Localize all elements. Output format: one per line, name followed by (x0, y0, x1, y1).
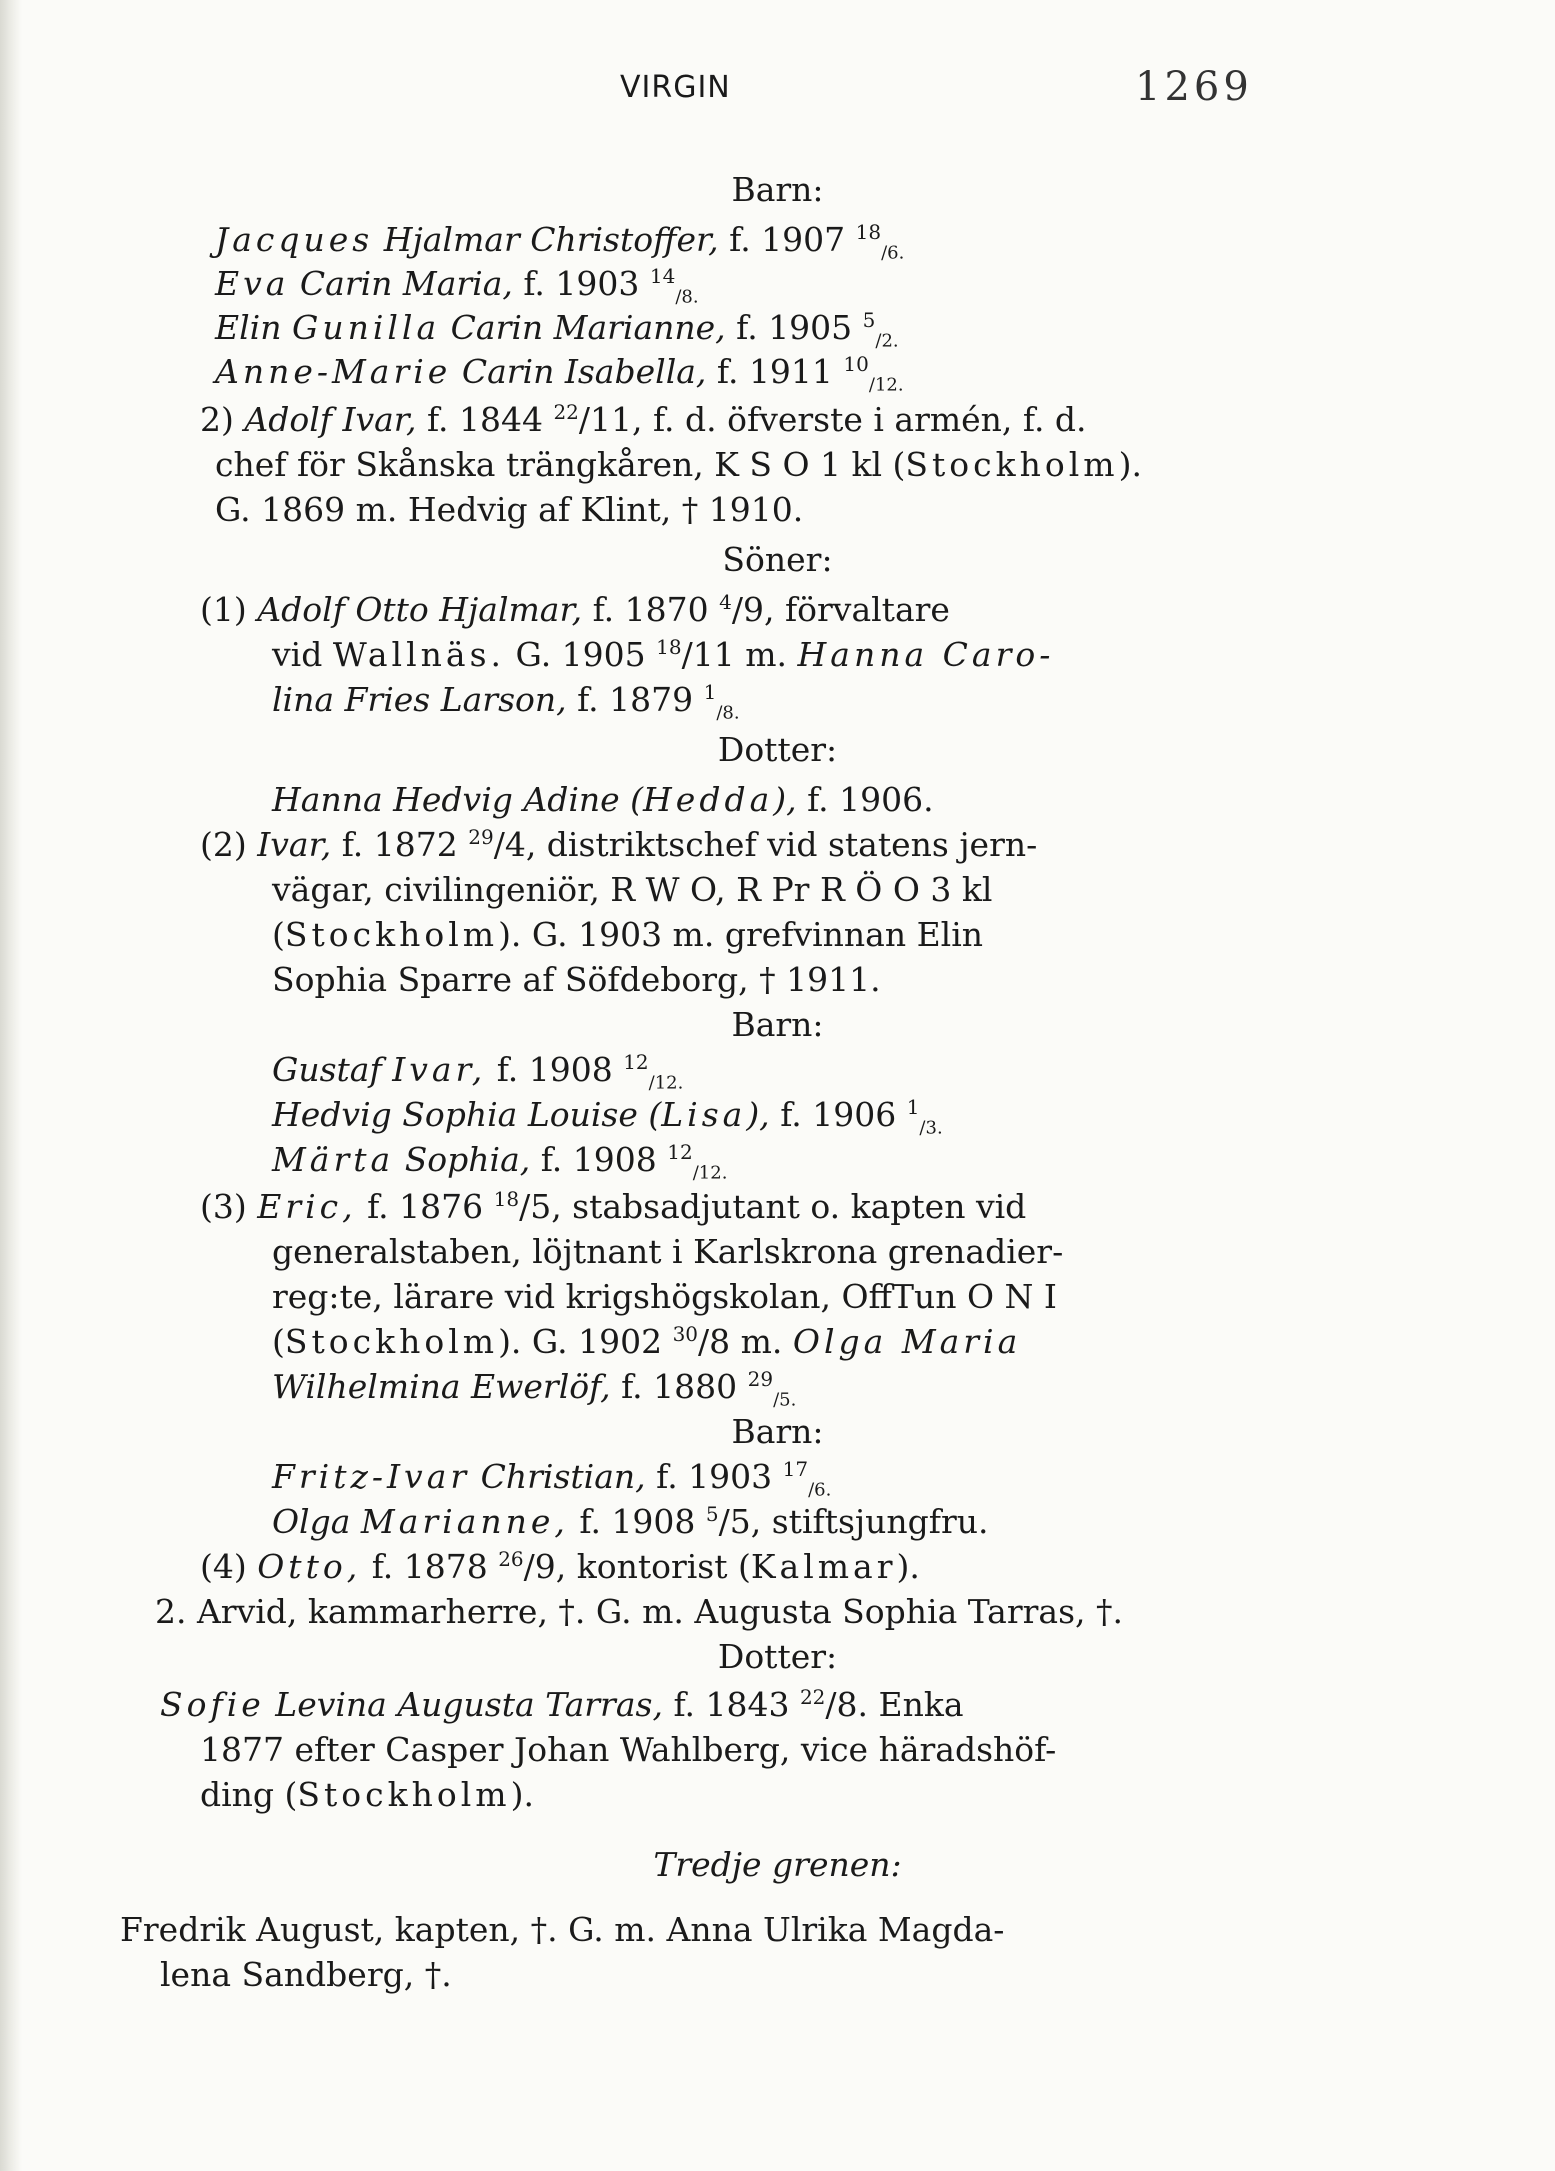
entry-line: lina Fries Larson, f. 1879 $^1_{/8.}$ (272, 680, 740, 724)
entry-line: (4) Otto, f. 1878 $^{26}$/9, kontorist (Kalmar). (200, 1547, 920, 1586)
entry-line: Fritz-Ivar Christian, f. 1903 $^{17}_{/6.}$ (272, 1457, 832, 1501)
entry-line: chef för Skånska trängkåren, K S O 1 kl (Stockholm). (215, 445, 1142, 484)
heading-dotter: Dotter: (717, 730, 838, 769)
entry-line: lena Sandberg, †. (160, 1955, 452, 1994)
entry-line: Eva Carin Maria, f. 1903 $^{14}_{/8.}$ (215, 264, 699, 308)
entry-line: (3) Eric, f. 1876 $^{18}$/5, stabsadjutant o. kapten vid (200, 1187, 1027, 1226)
entry-line: reg:te, lärare vid krigshögskolan, OffTun O N I (272, 1277, 1057, 1316)
entry-line: 1877 efter Casper Johan Wahlberg, vice häradshöf- (200, 1730, 1057, 1769)
heading-barn: Barn: (731, 1005, 824, 1044)
entry-line: Hedvig Sophia Louise (Lisa), f. 1906 $^1_{/3.}$ (272, 1095, 943, 1139)
entry-line: Jacques Hjalmar Christoffer, f. 1907 $^{18}_{/6.}$ (215, 220, 905, 264)
entry-line: (Stockholm). G. 1903 m. grefvinnan Elin (272, 915, 984, 954)
entry-line: Olga Marianne, f. 1908 $^5$/5, stiftsjungfru. (272, 1502, 989, 1541)
page-number: 1269 (1135, 64, 1253, 110)
entry-line: (2) Ivar, f. 1872 $^{29}$/4, distriktschef vid statens jern- (200, 825, 1038, 864)
entry-line: Hanna Hedvig Adine (Hedda), f. 1906. (272, 780, 934, 819)
heading-barn: Barn: (731, 170, 824, 209)
entry-line: Wilhelmina Ewerlöf, f. 1880 $^{29}_{/5.}$ (272, 1367, 797, 1411)
heading-soner: Söner: (722, 540, 833, 579)
entry-line: Elin Gunilla Carin Marianne, f. 1905 $^5_{/2.}$ (215, 308, 899, 352)
heading-dotter: Dotter: (717, 1637, 838, 1676)
entry-line: vid Wallnäs. G. 1905 $^{18}$/11 m. Hanna Caro- (272, 635, 1055, 674)
entry-line: Sophia Sparre af Söfdeborg, † 1911. (272, 960, 881, 999)
entry-line: G. 1869 m. Hedvig af Klint, † 1910. (215, 490, 804, 529)
heading-tredje-grenen: Tredje grenen: (653, 1845, 902, 1884)
entry-line: Fredrik August, kapten, †. G. m. Anna Ulrika Magda- (120, 1910, 1005, 1949)
running-head: VIRGIN (620, 70, 731, 105)
entry-line: Märta Sophia, f. 1908 $^{12}_{/12.}$ (272, 1140, 728, 1184)
entry-line: (Stockholm). G. 1902 $^{30}$/8 m. Olga Maria (272, 1322, 1022, 1361)
entry-line: vägar, civilingeniör, R W O, R Pr R Ö O 3 kl (272, 870, 993, 909)
entry-line: Sofie Levina Augusta Tarras, f. 1843 $^{22}$/8. Enka (160, 1685, 964, 1724)
entry-line: (1) Adolf Otto Hjalmar, f. 1870 $^4$/9, förvaltare (200, 590, 950, 629)
entry-line: ding (Stockholm). (200, 1775, 534, 1814)
entry-line: 2. Arvid, kammarherre, †. G. m. Augusta Sophia Tarras, †. (155, 1592, 1123, 1631)
heading-barn: Barn: (731, 1412, 824, 1451)
entry-line: generalstaben, löjtnant i Karlskrona grenadier- (272, 1232, 1064, 1271)
entry-line: Anne-Marie Carin Isabella, f. 1911 $^{10}_{/12.}$ (215, 352, 904, 396)
entry-line: 2) Adolf Ivar, f. 1844 $^{22}$/11, f. d. öfverste i armén, f. d. (200, 400, 1087, 439)
entry-line: Gustaf Ivar, f. 1908 $^{12}_{/12.}$ (272, 1050, 684, 1094)
page-header (0, 64, 1555, 120)
